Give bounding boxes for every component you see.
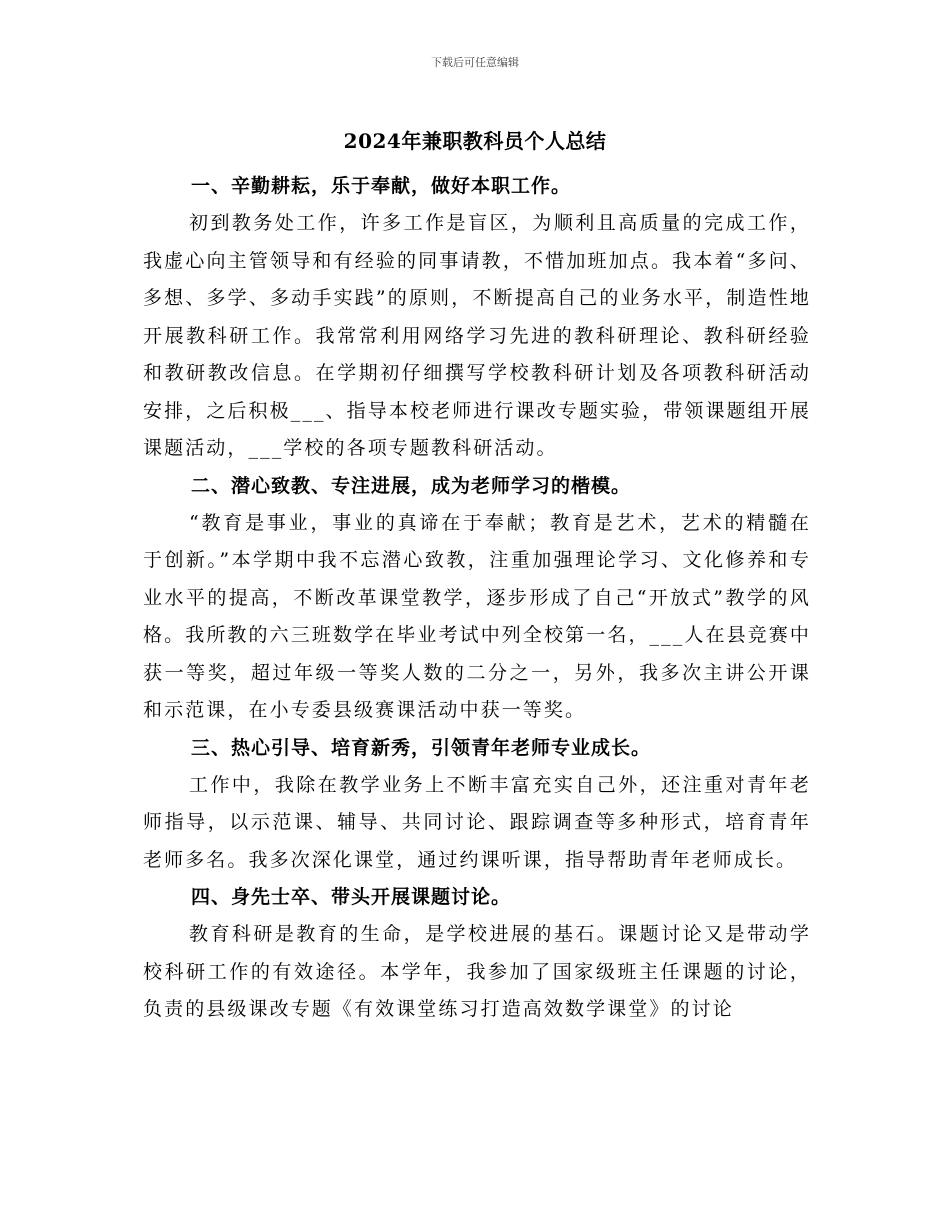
section-heading-3: 三、热心引导、培育新秀，引领青年老师专业成长。 <box>191 736 652 759</box>
section-heading-1: 一、辛勤耕耘，乐于奉献，做好本职工作。 <box>191 175 572 197</box>
document-body <box>143 168 811 1029</box>
header-note: 下载后可任意编辑 <box>431 56 519 69</box>
section-paragraph-2: “教育是事业，事业的真谛在于奉献；教育是艺术，艺术的精髓在于创新。”本学期中我不忘潜心致教，注重加强理论学习、文化修养和专业水平的提高，不断改革课堂教学，逐步形成了自己“开放式”教学的风格。我所教的六三班数学在毕业考试中列全校第一名，___人在县竞赛中获一等奖，超过年级一等奖人数的二分之一，另外，我多次主讲公开课和示范课，在小专委县级赛课活动中获一等奖。 <box>143 511 811 721</box>
section-paragraph-4: 教育科研是教育的生命，是学校进展的基石。课题讨论又是带动学校科研工作的有效途径。本学年，我参加了国家级班主任课题的讨论，负责的县级课改专题《有效课堂练习打造高效数学课堂》的讨论 <box>143 923 811 1020</box>
section-paragraph-1: 初到教务处工作，许多工作是盲区，为顺利且高质量的完成工作，我虚心向主管领导和有经验的同事请教，不惜加班加点。我本着“多问、多想、多学、多动手实践”的原则，不断提高自己的业务水平，制造性地开展教科研工作。我常常利用网络学习先进的教科研理论、教科研经验和教研教改信息。在学期初仔细撰写学校教科研计划及各项教科研活动安排，之后积极___、指导本校老师进行课改专题实验，带领课题组开展课题活动，___学校的各项专题教科研活动。 <box>143 212 811 459</box>
section-heading-2: 二、潜心致教、专注进展，成为老师学习的楷模。 <box>191 474 632 497</box>
section-heading-4: 四、身先士卒、带头开展课题讨论。 <box>191 886 512 908</box>
document-title: 2024年兼职教科员个人总结 <box>343 129 607 153</box>
section-paragraph-3: 工作中，我除在教学业务上不断丰富充实自己外，还注重对青年老师指导，以示范课、辅导、共同讨论、跟踪调查等多种形式，培育青年老师多名。我多次深化课堂，通过约课听课，指导帮助青年老师成长。 <box>143 773 811 871</box>
